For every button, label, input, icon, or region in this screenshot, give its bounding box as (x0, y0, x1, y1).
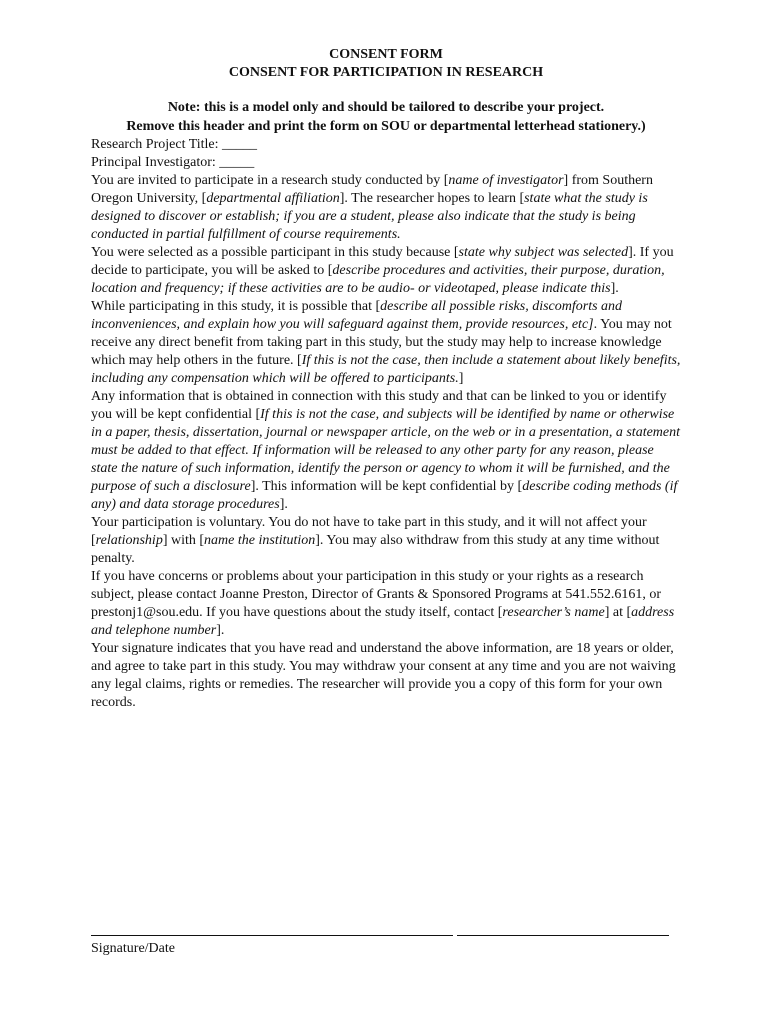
template-note-line2: Remove this header and print the form on SOU or departmental letterhead stationery.) (126, 119, 646, 134)
signature-date-label: Signature/Date (91, 941, 175, 956)
template-note (91, 98, 681, 136)
selection-paragraph: You were selected as a possible participant in this study because [state why subject was selected]. If you decide to participate, you will be asked to [describe procedures and activities, their purpose, duration, location and frequency; if these activities are to be audio- or videotaped, please indicate this]. (91, 245, 674, 296)
template-note-line1: Note: this is a model only and should be tailored to describe your project. (167, 100, 605, 115)
signature-statement-paragraph: Your signature indicates that you have read and understand the above information, are 18 years or older, and agree to take part in this study. You may withdraw your consent at any time and you are not waiving any legal claims, rights or remedies. The researcher will provide you a copy of this form for your own records. (91, 641, 676, 710)
confidentiality-paragraph: Any information that is obtained in connection with this study and that can be linked to you or identify you will be kept confidential [If this is not the case, and subjects will be identified by name or otherwise in a paper, thesis, dissertation, journal or newspaper article, on the web or in a presentation, a statement must be added to that effect. If information will be released to any other party for any reason, please state the nature of such information, identify the person or agency to whom it will be furnished, and the purpose of such a disclosure]. This information will be kept confidential by [describe coding methods (if any) and data storage procedures]. (91, 389, 681, 512)
signature-line[interactable] (91, 935, 453, 936)
voluntary-paragraph: Your participation is voluntary. You do not have to take part in this study, and it will not affect your [relationship] with [name the institution]. You may also withdraw from this study at any time without penalty. (91, 515, 660, 566)
form-subtitle: CONSENT FOR PARTICIPATION IN RESEARCH (228, 65, 544, 80)
project-title-field: Research Project Title: _____ (91, 137, 258, 152)
consent-document (91, 46, 681, 712)
contact-paragraph: If you have concerns or problems about your participation in this study or your rights as a research subject, please contact Joanne Preston, Director of Grants & Sponsored Programs at 541.552.6161, or prestonj1@sou.edu. If you have questions about the study itself, contact [researcher’s name] at [address and telephone number]. (91, 569, 675, 638)
risks-paragraph: While participating in this study, it is possible that [describe all possible risks, discomforts and inconveniences, and explain how you will safeguard against them, provide resources, etc]. You may not receive any direct benefit from taking part in this study, but the study may help to increase knowledge which may help others in the future. [If this is not the case, then include a statement about likely benefits, including any compensation which will be offered to participants.] (91, 299, 681, 386)
invitation-paragraph: You are invited to participate in a research study conducted by [name of investigator] from Southern Oregon University, [departmental affiliation]. The researcher hopes to learn [state what the study is designed to discover or establish; if you are a student, please also indicate that the study is being conducted in partial fulfillment of course requirements. (91, 173, 653, 242)
principal-investigator-field: Principal Investigator: _____ (91, 155, 255, 170)
date-line[interactable] (457, 935, 669, 936)
signature-lines (91, 935, 671, 936)
form-title: CONSENT FORM (329, 47, 443, 62)
